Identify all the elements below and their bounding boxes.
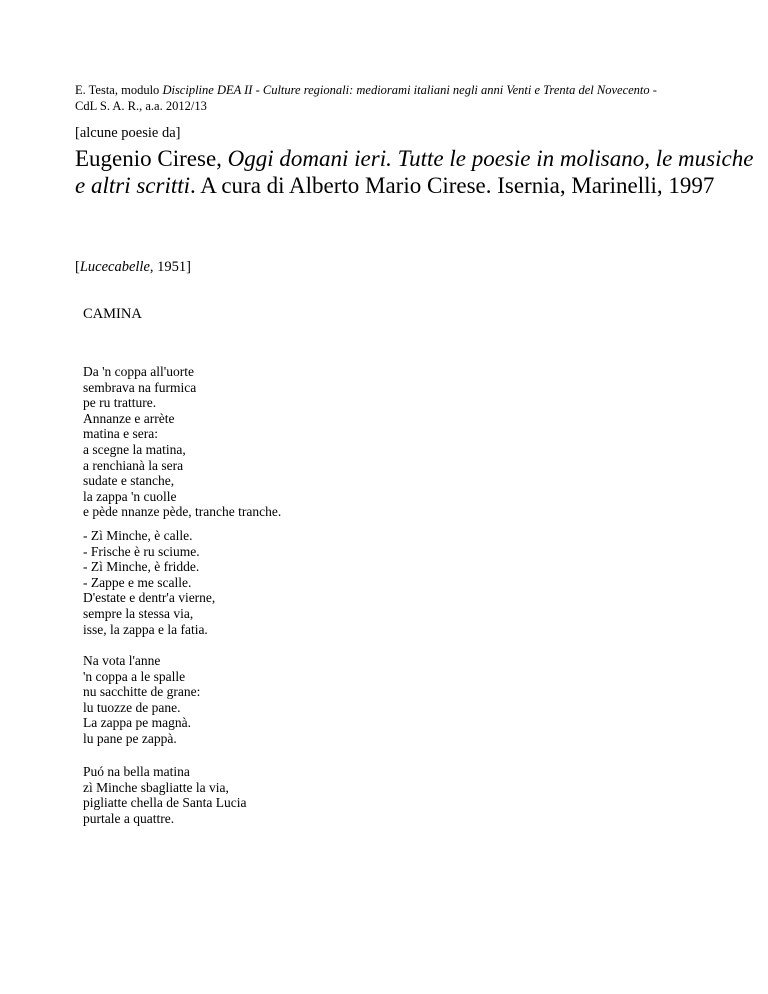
poem-verse: Puó na bella matina bbox=[83, 764, 190, 779]
poem-stanza-3 bbox=[83, 653, 200, 747]
poem-verse: e pède nnanze pède, tranche tranche. bbox=[83, 504, 282, 520]
poem-verse: sembrava na furmica bbox=[83, 379, 197, 395]
source-open-bracket: [ bbox=[75, 259, 80, 275]
course-header-course-name: Discipline DEA II - Culture regionali: mediorami italiani negli anni Venti e Trenta del Novecento bbox=[162, 83, 650, 97]
poem-verse: isse, la zappa e la fatia. bbox=[83, 621, 208, 637]
source-collection: Lucecabelle bbox=[79, 259, 150, 275]
poem-verse: - Zappe e me scalle. bbox=[83, 574, 192, 590]
book-title-part-1: Oggi domani ieri. Tutte le poesie in molisano, le musiche bbox=[227, 146, 754, 171]
course-header-prefix: E. Testa, modulo bbox=[75, 83, 163, 97]
course-header-suffix: - bbox=[649, 83, 657, 97]
source-year: , 1951] bbox=[149, 259, 191, 275]
book-title-part-2: e altri scritti bbox=[75, 173, 190, 198]
course-header-line-1 bbox=[75, 83, 657, 98]
book-title-line-1 bbox=[75, 145, 753, 172]
book-title-line-2 bbox=[75, 172, 714, 199]
poem-verse: a scegne la matina, bbox=[83, 441, 186, 457]
poem-verse: Na vota l'anne bbox=[83, 653, 161, 668]
poem-verse: sempre la stessa via, bbox=[83, 605, 194, 621]
poem-verse: purtale a quattre. bbox=[83, 810, 175, 826]
poem-verse: a renchianà la sera bbox=[83, 457, 184, 473]
intro-note: [alcune poesie da] bbox=[75, 125, 181, 141]
poem-verse: - Zì Minche, è calle. bbox=[83, 528, 193, 543]
poem-verse: zì Minche sbagliatte la via, bbox=[83, 779, 229, 795]
poem-verse: Annanze e arrète bbox=[83, 410, 175, 426]
poem-verse: 'n coppa a le spalle bbox=[83, 668, 186, 684]
book-publication-info: . A cura di Alberto Mario Cirese. Isernia, Marinelli, 1997 bbox=[190, 173, 715, 198]
poem-verse: lu tuozze de pane. bbox=[83, 699, 181, 715]
poem-title: CAMINA bbox=[83, 306, 142, 322]
poem-source bbox=[75, 259, 191, 276]
poem-verse: Da 'n coppa all'uorte bbox=[83, 364, 194, 379]
poem-verse: - Frische è ru sciume. bbox=[83, 543, 200, 559]
poem-stanza-1 bbox=[83, 364, 281, 520]
poem-verse: La zappa pe magnà. bbox=[83, 715, 191, 731]
poem-verse: la zappa 'n cuolle bbox=[83, 488, 177, 504]
poem-verse: sudate e stanche, bbox=[83, 473, 175, 489]
book-author: Eugenio Cirese, bbox=[75, 146, 228, 171]
poem-verse: pigliatte chella de Santa Lucia bbox=[83, 795, 247, 811]
poem-verse: nu sacchitte de grane: bbox=[83, 684, 201, 700]
poem-stanza-2 bbox=[83, 528, 215, 637]
poem-verse: pe ru tratture. bbox=[83, 395, 157, 411]
course-header-line-2: CdL S. A. R., a.a. 2012/13 bbox=[75, 99, 207, 113]
poem-stanza-4 bbox=[83, 764, 246, 826]
poem-verse: - Zì Minche, è fridde. bbox=[83, 559, 200, 575]
poem-verse: matina e sera: bbox=[83, 426, 158, 442]
poem-verse: D'estate e dentr'a vierne, bbox=[83, 590, 216, 606]
poem-verse: lu pane pe zappà. bbox=[83, 730, 177, 746]
